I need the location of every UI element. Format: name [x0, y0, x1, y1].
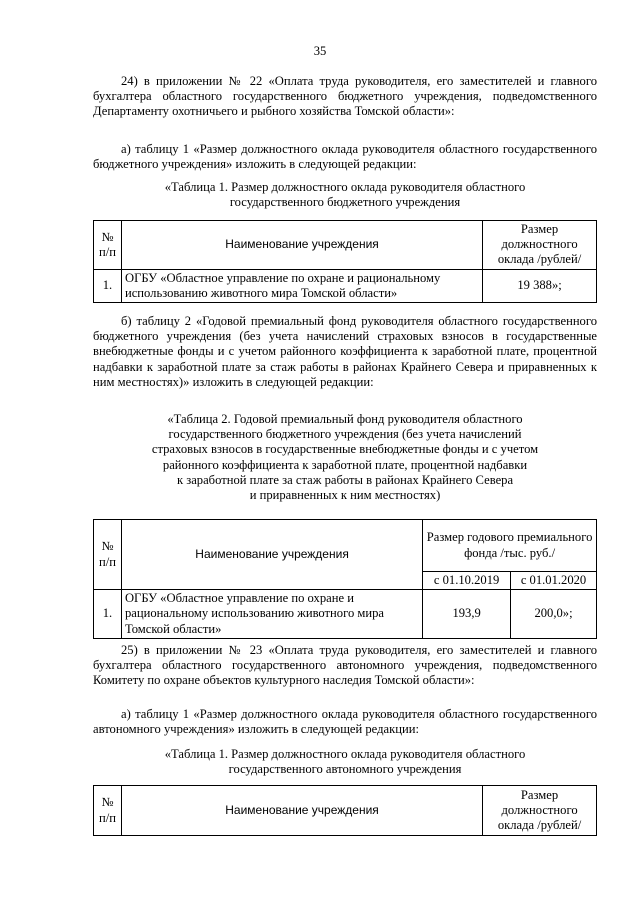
- table1-header-name: Наименование учреждения: [121, 786, 482, 836]
- item24-table2-caption: «Таблица 2. Годовой премиальный фонд руководителя областного государственного бюджетного учреждения (без учета начислений страховых взносов в государственные внебюджетные фонды и с учетом районного коэффициента к заработной плате, процентной надбавки к заработной плате за стаж работы в районах Крайнего Севера и приравненных к ним местностях): [151, 412, 539, 503]
- table2-row-v1: 193,9: [423, 590, 511, 639]
- table2-header-num: № п/п: [94, 520, 122, 590]
- table2-header-date1: с 01.10.2019: [423, 572, 511, 590]
- table1-row-name: ОГБУ «Областное управление по охране и рациональному использованию животного мира Томской области»: [121, 269, 482, 302]
- item25-intro: 25) в приложении № 23 «Оплата труда руководителя, его заместителей и главного бухгалтера областного государственного автономного учреждения, подведомственного Комитету по охране объектов культурного наследия Томской области»:: [93, 643, 597, 688]
- table1-header-num: № п/п: [94, 221, 122, 270]
- table1-row-value: 19 388»;: [483, 269, 597, 302]
- item24-table2: [93, 519, 597, 639]
- item25-table1-caption: «Таблица 1. Размер должностного оклада руководителя областного государственного автономного учреждения: [164, 747, 526, 777]
- item24-table1-caption: «Таблица 1. Размер должностного оклада руководителя областного государственного бюджетного учреждения: [164, 180, 526, 210]
- item24-intro: 24) в приложении № 22 «Оплата труда руководителя, его заместителей и главного бухгалтера областного государственного бюджетного учреждения, подведомственного Департаменту охотничьего и рыбного хозяйства Томской области»:: [93, 74, 597, 119]
- table2-header-name: Наименование учреждения: [121, 520, 422, 590]
- item24-sub-b: б) таблицу 2 «Годовой премиальный фонд руководителя областного государственного бюджетного учреждения (без учета начислений страховых взносов в государственные внебюджетные фонды и с учетом районного коэффициента к заработной плате, процентной надбавки к заработной плате за стаж работы в районах Крайнего Севера и приравненных к ним местностях)» изложить в следующей редакции:: [93, 314, 597, 389]
- table1-header-salary: Размер должностного оклада /рублей/: [483, 786, 597, 836]
- table2-row-v2: 200,0»;: [511, 590, 597, 639]
- item25-sub-a: а) таблицу 1 «Размер должностного оклада руководителя областного государственного автономного учреждения» изложить в следующей редакции:: [93, 707, 597, 737]
- table-row: [94, 269, 597, 302]
- table1-row-num: 1.: [94, 269, 122, 302]
- item24-table1: [93, 220, 597, 303]
- table2-row-num: 1.: [94, 590, 122, 639]
- table2-row-name: ОГБУ «Областное управление по охране и рациональному использованию животного мира Томской области»: [121, 590, 422, 639]
- table2-header-date2: с 01.01.2020: [511, 572, 597, 590]
- table1-header-num: № п/п: [94, 786, 122, 836]
- item24-sub-a: а) таблицу 1 «Размер должностного оклада руководителя областного государственного бюджетного учреждения» изложить в следующей редакции:: [93, 142, 597, 172]
- item25-table1: [93, 785, 597, 836]
- page-number: 35: [313, 44, 327, 58]
- table-row: [94, 590, 597, 639]
- table1-header-salary: Размер должностного оклада /рублей/: [483, 221, 597, 270]
- table2-header-fund: Размер годового премиального фонда /тыс. руб./: [423, 520, 597, 572]
- table1-header-name: Наименование учреждения: [121, 221, 482, 270]
